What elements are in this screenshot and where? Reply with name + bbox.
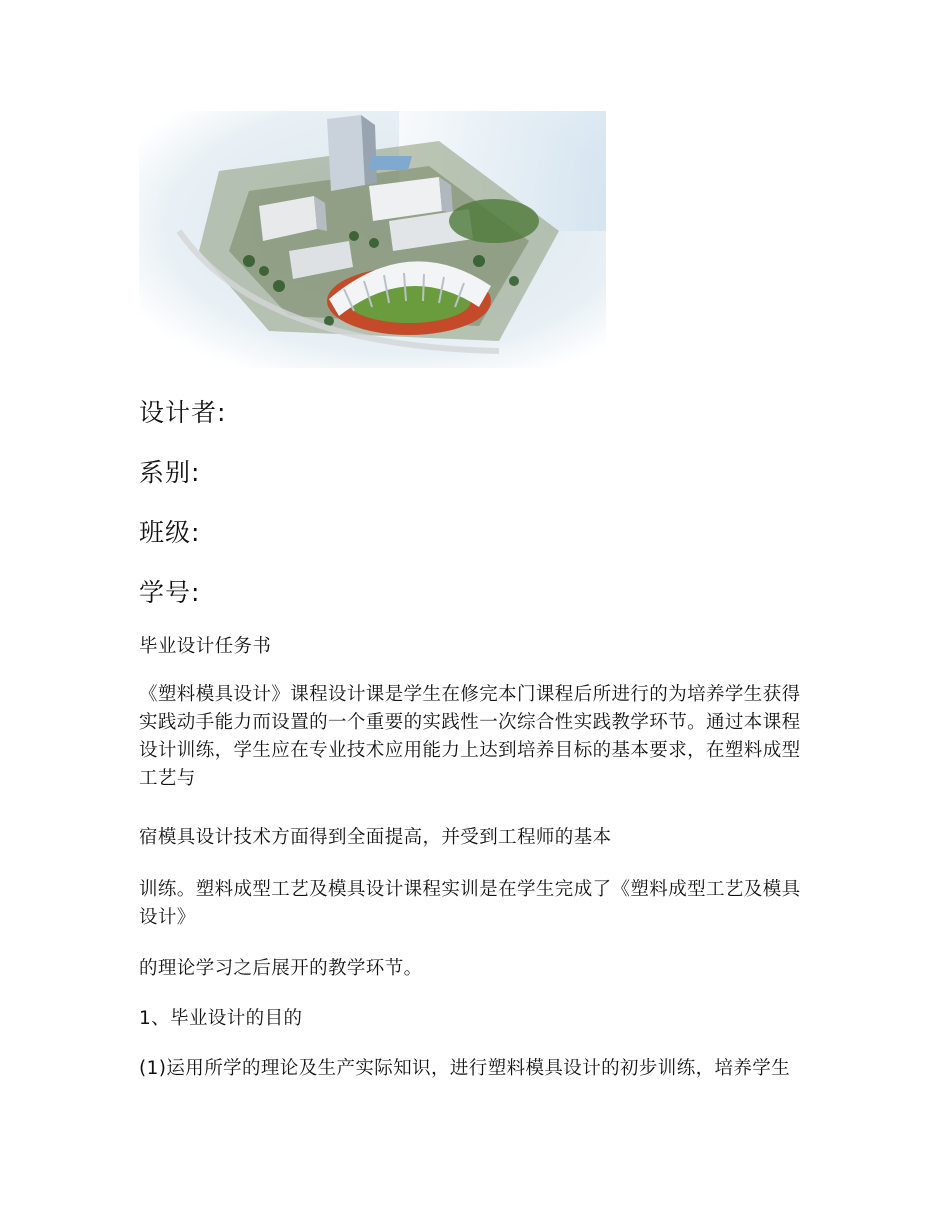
paragraph-continuation-2: 训练。塑料成型工艺及模具设计课程实训是在学生完成了《塑料成型工艺及模具设计》 <box>139 879 801 928</box>
student-id-label: 学号: <box>139 578 201 607</box>
designer-label: 设计者: <box>139 398 227 427</box>
department-label: 系别: <box>139 458 201 487</box>
purpose-item-1: (1)运用所学的理论及生产实际知识，进行塑料模具设计的初步训练，培养学生 <box>139 1058 791 1079</box>
campus-aerial-image <box>139 111 606 368</box>
paragraph-continuation-1: 宿模具设计技术方面得到全面提高，并受到工程师的基本 <box>139 827 612 848</box>
task-heading: 毕业设计任务书 <box>139 636 272 657</box>
paragraph-continuation-3: 的理论学习之后展开的教学环节。 <box>139 958 423 979</box>
intro-paragraph: 《塑料模具设计》课程设计课是学生在修完本门课程后所进行的为培养学生获得实践动手能力而设置的一个重要的实践性一次综合性实践教学环节。通过本课程设计训练，学生应在专业技术应用能力上达到培养目标的基本要求，在塑料成型工艺与 <box>139 684 801 789</box>
class-label: 班级: <box>139 518 201 547</box>
section-heading-purpose: 1、毕业设计的目的 <box>139 1008 303 1029</box>
